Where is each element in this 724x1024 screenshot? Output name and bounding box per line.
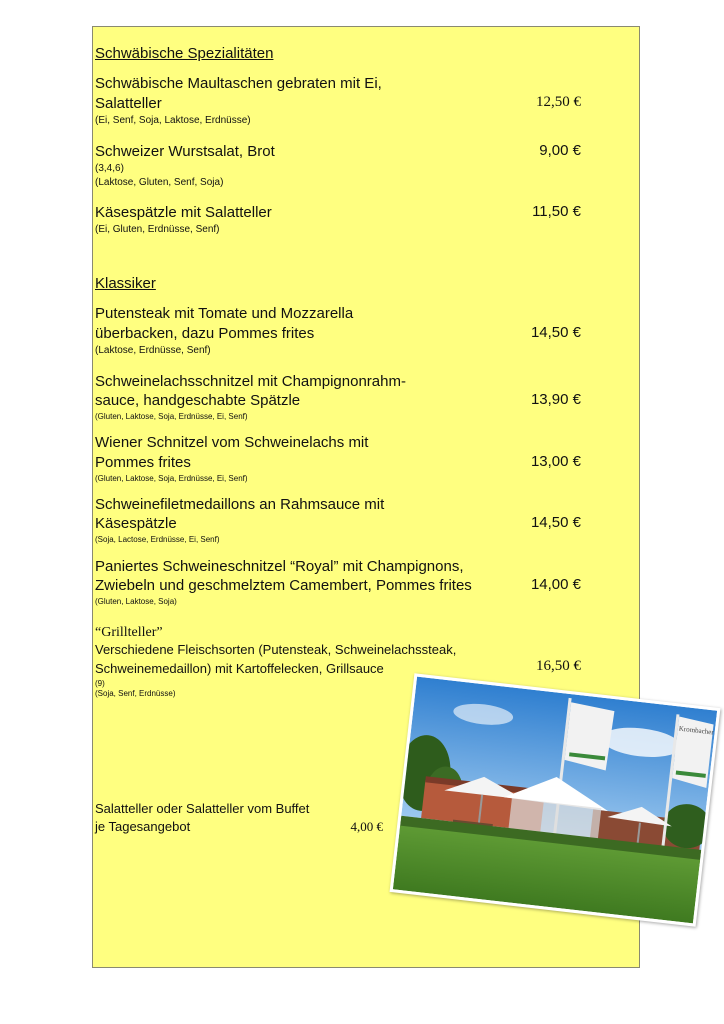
dish-line: Schweinelachsschnitzel mit Champignonrahm- [95,373,406,390]
dish-line: überbacken, dazu Pommes frites [95,325,315,342]
dish-price: 14,50 € [530,324,581,341]
dish-line: Salatteller [95,95,162,112]
dish-price: 13,90 € [530,391,581,408]
dish-line: Käsespätzle [95,515,177,532]
section-title-klassiker: Klassiker [95,275,156,292]
dish-price: 9,00 € [539,142,581,159]
dish-line: Paniertes Schweineschnitzel “Royal” mit Champignons, [95,558,464,575]
dish-price: 16,50 € [536,658,581,674]
salad-offer-price: 4,00 € [350,819,383,834]
allergen-note: (Laktose, Gluten, Senf, Soja) [95,177,224,188]
allergen-note: (Gluten, Laktose, Soja, Erdnüsse, Ei, Senf) [95,412,248,421]
dish-line: sauce, handgeschabte Spätzle [95,392,301,409]
beer-garden-image [393,677,717,924]
dish-price: 13,00 € [530,453,581,470]
additive-note: (3,4,6) [95,163,124,174]
dish-line: Schwäbische Maultaschen gebraten mit Ei, [95,75,382,92]
dish-line: Schweizer Wurstsalat, Brot [95,143,275,160]
allergen-note: (Gluten, Laktose, Soja) [95,597,177,606]
dish-line: Wiener Schnitzel vom Schweinelachs mit [95,434,369,451]
allergen-note: (Ei, Gluten, Erdnüsse, Senf) [95,224,220,235]
salad-offer-line: je Tagesangebot [95,819,191,834]
dish-line: Putensteak mit Tomate und Mozzarella [95,305,354,322]
section-title-schwaebisch: Schwäbische Spezialitäten [95,45,274,62]
dish-price: 11,50 € [532,203,581,220]
salad-offer-line: Salatteller oder Salatteller vom Buffet [95,801,310,816]
dish-line: Verschiedene Fleischsorten (Putensteak, Schweinelachssteak, [95,642,457,657]
dish-line: Zwiebeln und geschmelztem Camembert, Pommes frites [95,577,472,594]
allergen-note: (Soja, Lactose, Erdnüsse, Ei, Senf) [95,535,220,544]
beer-garden-photo [390,673,721,926]
additive-note: (9) [95,679,105,688]
dish-line: Pommes frites [95,454,191,471]
allergen-note: (Gluten, Laktose, Soja, Erdnüsse, Ei, Senf) [95,474,248,483]
dish-price: 14,50 € [530,514,581,531]
allergen-note: (Ei, Senf, Soja, Laktose, Erdnüsse) [95,115,251,126]
dish-line: Schweinemedaillon) mit Kartoffelecken, Grillsauce [95,661,384,676]
dish-line: Schweinefiletmedaillons an Rahmsauce mit [95,496,385,513]
dish-name: “Grillteller” [95,625,163,640]
allergen-note: (Laktose, Erdnüsse, Senf) [95,345,211,356]
dish-line: Käsespätzle mit Salatteller [95,204,272,221]
allergen-note: (Soja, Senf, Erdnüsse) [95,689,176,698]
dish-price: 14,00 € [530,576,581,593]
flag-text: Krombacher [678,724,715,737]
dish-price: 12,50 € [536,94,581,110]
